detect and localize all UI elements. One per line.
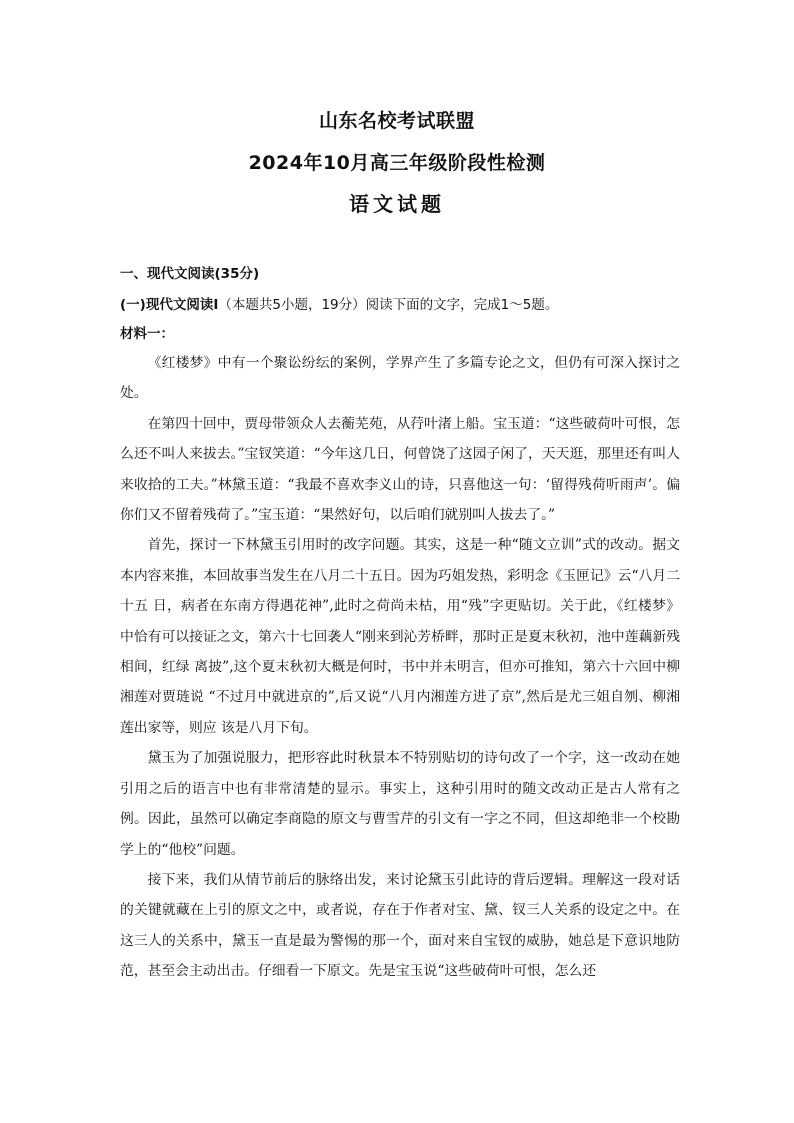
exam-date-title: 2024年10月高三年级阶段性检测 [248,152,546,174]
exam-subject-title: 语文试题 [349,192,445,216]
paragraph: 黛玉为了加强说服力，把形容此时秋景本不特别贴切的诗句改了一个字，这一改动在她引用之后的语言中也有非常清楚的显示。事实上，这种引用时的随文改动正是古人常有之例。因此，虽然可以确定李商隐的原文与曹雪芹的引文有一字之不同，但这却绝非一个校勘学上的“他校”问题。 [120,750,680,858]
paragraph: 首先，探讨一下林黛玉引用时的改字问题。其实，这是一种“随文立训”式的改动。据文本内容来推，本回故事当发生在八月二十五日。因为巧姐发热，彩明念《玉匣记》云“八月二十五 日，病者在东南方得遇花神”,此时之荷尚未枯，用“残”字更贴切。关于此，《红楼梦》中恰有可以接证之文，第六十七回袭人“刚来到沁芳桥畔，那时正是夏末秋初，池中莲藕新残相间，红绿 离披”,这个夏末秋初大概是何时，书中并未明言，但亦可推知，第六十六回中柳湘莲对贾琏说 “不过月中就进京的”,后又说“八月内湘莲方进了京”,然后是尤三姐自刎、柳湘莲出家等，则应 该是八月下旬。 [120,537,680,736]
subsection-heading-instructions: （本题共5小题，19分）阅读下面的文字，完成1～5题。 [218,297,559,313]
material-body [120,348,680,987]
part-heading: 一、现代文阅读(35分) [120,266,260,282]
paragraph: 《红楼梦》中有一个聚讼纷纭的案例，学界产生了多篇专论之文，但仍有可深入探讨之处。 [120,355,680,402]
exam-union-title: 山东名校考试联盟 [318,110,475,132]
subsection-heading [120,293,558,313]
paragraph: 在第四十回中，贾母带领众人去蘅芜苑，从荇叶渚上船。宝玉道：“这些破荷叶可恨，怎么还不叫人来拔去。”宝钗笑道：“今年这几日，何曾饶了这园子闲了，天天逛，那里还有叫人来收拾的工夫。”林黛玉道：“我最不喜欢李义山的诗，只喜他这一句：‘留得残荷听雨声’。偏你们又不留着残荷了。”宝玉道：“果然好句，以后咱们就别叫人拔去了。” [120,415,680,524]
paragraph: 接下来，我们从情节前后的脉络出发，来讨论黛玉引此诗的背后逻辑。理解这一段对话的关键就藏在上引的原文之中，或者说，存在于作者对宝、黛、钗三人关系的设定之中。在这三人的关系中，黛玉一直是最为警惕的那一个，面对来自宝钗的威胁，她总是下意识地防范，甚至会主动出击。仔细看一下原文。先是宝玉说“这些破荷叶可恨，怎么还 [120,871,680,980]
subsection-heading-bold: (一)现代文阅读Ⅰ [120,297,219,313]
material-label: 材料一： [120,326,174,342]
